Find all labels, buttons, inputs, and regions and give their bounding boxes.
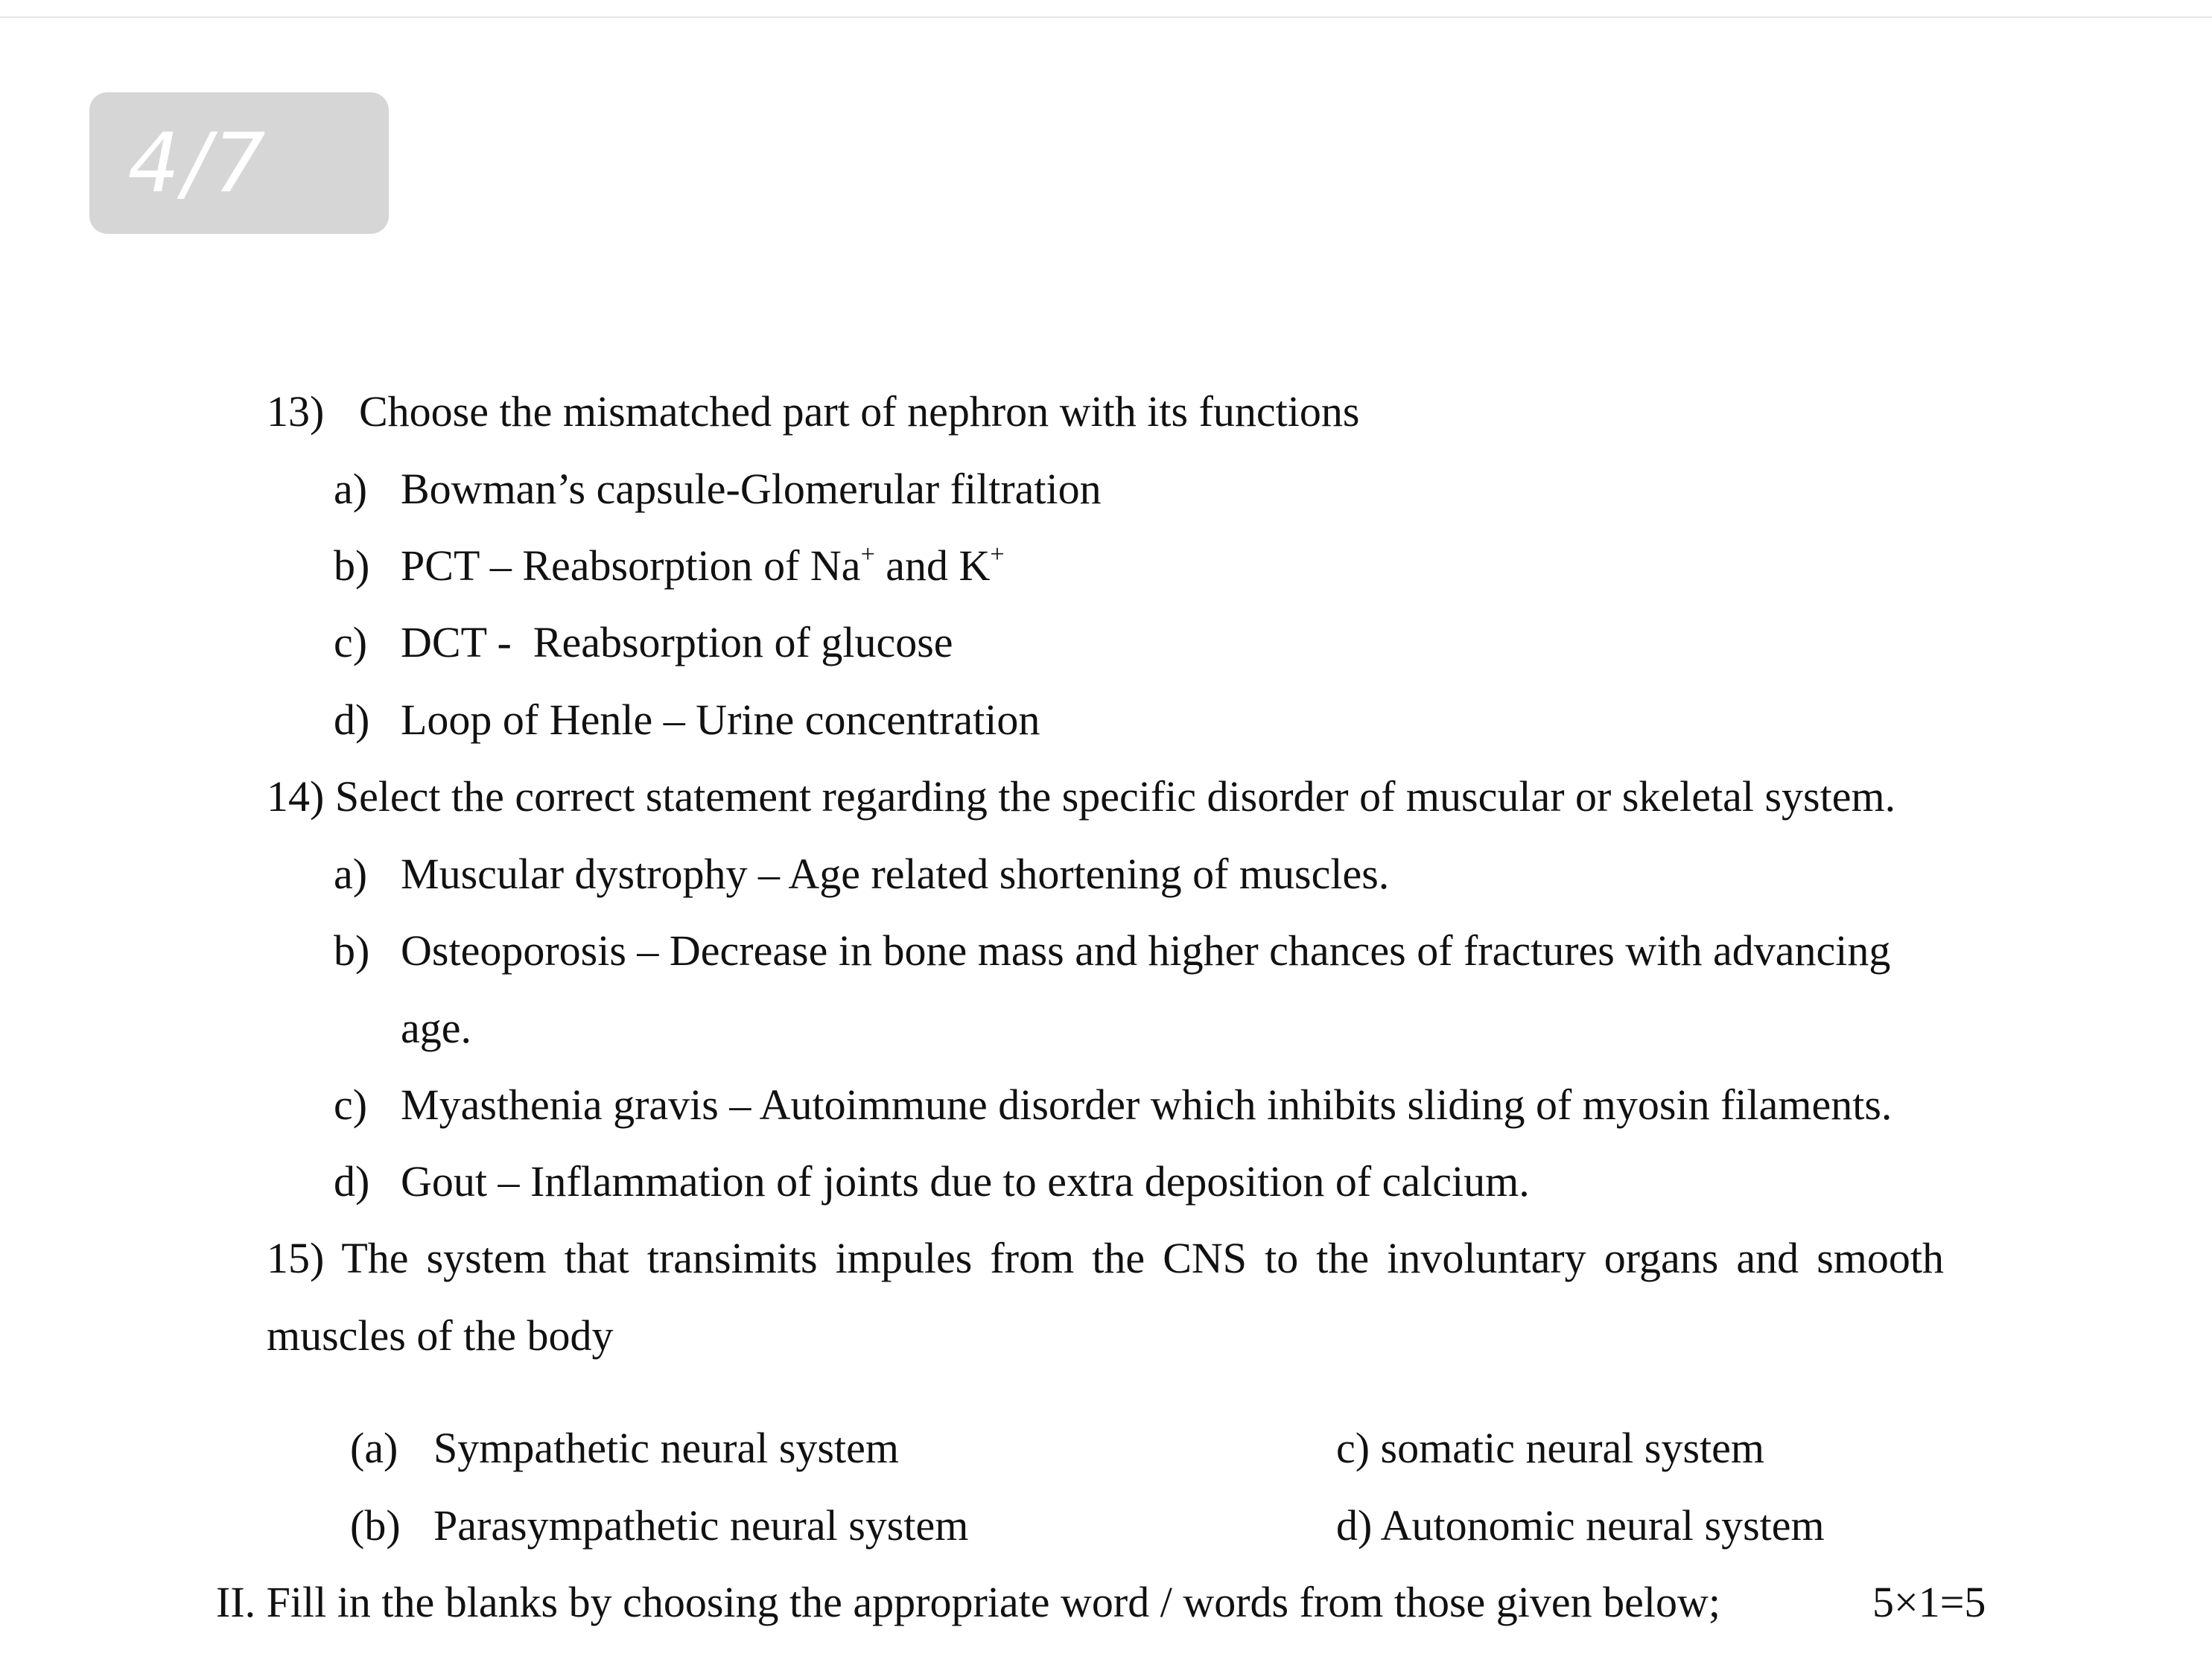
q13-option-b-text: PCT – Reabsorption of Na+ and K+ [401,541,1005,590]
q14-option-b-continuation: age. [401,1004,471,1052]
q13-option-b-label: b) [334,541,370,590]
q14-option-a-label: a) [334,850,368,898]
top-divider [0,16,2212,18]
question-13-number: 13) [267,387,325,436]
q14-option-b-text: Osteoporosis – Decrease in bone mass and higher chances of fractures with advancing [401,926,1891,975]
q15-option-c-text: c) somatic neural system [1336,1424,1764,1472]
q13-option-d-text: Loop of Henle – Urine concentration [401,695,1040,744]
q13-option-a-text: Bowman’s capsule-Glomerular filtration [401,465,1102,513]
q15-option-b-text: Parasympathetic neural system [433,1501,969,1550]
section-2-instructions: II. Fill in the blanks by choosing the appropriate word / words from those given below; [216,1578,1720,1626]
q13-option-a-label: a) [334,465,368,513]
page-indicator-badge [89,92,389,234]
question-14-text: 14) Select the correct statement regarding the specific disorder of muscular or skeletal system. [267,772,1896,821]
question-13-text: Choose the mismatched part of nephron with its functions [359,387,1360,436]
section-2-marks: 5×1=5 [1872,1578,1986,1626]
question-15-line1: 15) The system that transimits impules from the CNS to the involuntary organs and smooth [267,1234,1944,1282]
q14-option-a-text: Muscular dystrophy – Age related shortening of muscles. [401,850,1390,898]
question-15-line2: muscles of the body [267,1311,614,1360]
q13-option-c-label: c) [334,618,368,666]
q14-option-d-text: Gout – Inflammation of joints due to extra deposition of calcium. [401,1157,1530,1206]
q15-option-d-text: d) Autonomic neural system [1336,1501,1825,1550]
q14-option-d-label: d) [334,1157,370,1206]
q15-option-b-label: (b) [350,1501,401,1550]
q14-option-c-label: c) [334,1080,368,1129]
q15-option-a-label: (a) [350,1424,398,1472]
q14-option-c-text: Myasthenia gravis – Autoimmune disorder which inhibits sliding of myosin filaments. [401,1080,1892,1129]
q14-option-b-label: b) [334,926,370,975]
q13-option-d-label: d) [334,695,370,744]
q15-option-a-text: Sympathetic neural system [433,1424,899,1472]
page-indicator-text: 4/7 [127,115,269,211]
q13-option-c-text: DCT - Reabsorption of glucose [401,618,953,666]
